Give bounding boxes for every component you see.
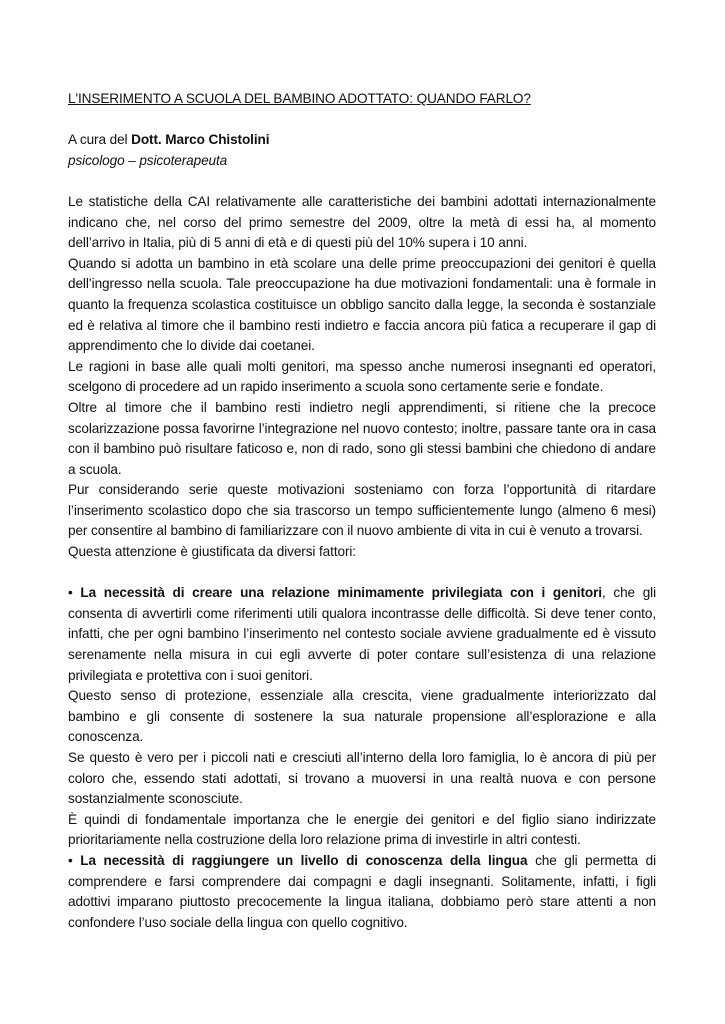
bullet-marker: •	[68, 585, 81, 601]
document-body	[68, 89, 656, 933]
paragraph: È quindi di fondamentale importanza che le energie dei genitori e del figlio siano indirizzate prioritariamente nella costruzione della loro relazione prima di investirle in altri contesti.	[68, 811, 656, 848]
spacer	[68, 171, 656, 192]
paragraph: Quando si adotta un bambino in età scolare una delle prime preoccupazioni dei genitori è quella dell’ingresso nella scuola. Tale preoccupazione ha due motivazioni fondamentali: una è formale in quanto la frequenza scolastica costituisce un obbligo sancito dalla legge, la seconda è sostanziale ed è relativa al timore che il bambino resti indietro e faccia ancora più fatica a recuperare il gap di apprendimento che lo divide dai coetanei.	[68, 255, 656, 354]
bullet-point-relationship	[68, 583, 656, 686]
author-prefix: A cura del	[68, 132, 132, 148]
paragraph: Oltre al timore che il bambino resti indietro negli apprendimenti, si ritiene che la precoce scolarizzazione possa favorirne l’integrazione nel nuovo contesto; inoltre, passare tante ora in casa con il bambino può risultare faticoso e, non di rado, sono gli stessi bambini che chiedono di andare a scuola.	[68, 399, 656, 477]
spacer	[68, 563, 656, 584]
bullet-point-language	[68, 851, 656, 933]
bullet-text: , che gli consenta di avvertirli come riferimenti utili qualora incontrasse delle difficoltà. Si deve tener conto, infatti, che per ogni bambino l’inserimento nel contesto sociale avviene gradualmente ed è vissuto serenamente nella misura in cui egli avverte di poter contare sull’esistenza di una relazione privilegiata e protettiva con i suoi genitori.	[68, 585, 657, 683]
author-line	[68, 130, 656, 151]
author-role: psicologo – psicoterapeuta	[68, 152, 228, 168]
author-name: Dott. Marco Chistolini	[131, 132, 270, 148]
bullet-heading: La necessità di raggiungere un livello di conoscenza della lingua	[80, 852, 528, 868]
paragraph: Pur considerando serie queste motivazioni sosteniamo con forza l’opportunità di ritardare l’inserimento scolastico dopo che sia trascorso un tempo sufficientemente lungo (almeno 6 mesi) per consentire al bambino di familiarizzare con il nuovo ambiente di vita in cui è venuto a trovarsi.	[68, 482, 656, 539]
paragraph: Le ragioni in base alle quali molti genitori, ma spesso anche numerosi insegnanti ed operatori, scelgono di procedere ad un rapido inserimento a scuola sono certamente serie e fondate.	[68, 358, 656, 395]
paragraph: Le statistiche della CAI relativamente alle caratteristiche dei bambini adottati internazionalmente indicano che, nel corso del primo semestre del 2009, oltre la metà di essi ha, al momento dell’arrivo in Italia, più di 5 anni di età e di questi più del 10% supera i 10 anni.	[68, 193, 656, 251]
bullet-text: che gli permetta di comprendere e farsi comprendere dai compagni e dagli insegnanti. Solitamente, infatti, i figli adottivi imparano piuttosto precocemente la lingua italiana, dobbiamo però stare attenti a non confondere l’uso sociale della lingua con quello cognitivo.	[68, 852, 656, 930]
bullet-marker: •	[68, 852, 81, 868]
paragraph: Questa attenzione è giustificata da diversi fattori:	[68, 544, 356, 560]
paragraph: Se questo è vero per i piccoli nati e cresciuti all’interno della loro famiglia, lo è ancora di più per coloro che, essendo stati adottati, si trovano a muoversi in una realtà nuova e con persone sostanzialmente sconosciute.	[68, 750, 656, 807]
bullet-heading: La necessità di creare una relazione minimamente privilegiata con i genitori	[80, 585, 602, 601]
document-title: L'INSERIMENTO A SCUOLA DEL BAMBINO ADOTTATO: QUANDO FARLO?	[68, 91, 531, 106]
paragraph: Questo senso di protezione, essenziale alla crescita, viene gradualmente interiorizzato dal bambino e gli consente di sostenere la sua naturale propensione all’esplorazione e alla conoscenza.	[68, 688, 656, 745]
spacer	[68, 110, 656, 131]
